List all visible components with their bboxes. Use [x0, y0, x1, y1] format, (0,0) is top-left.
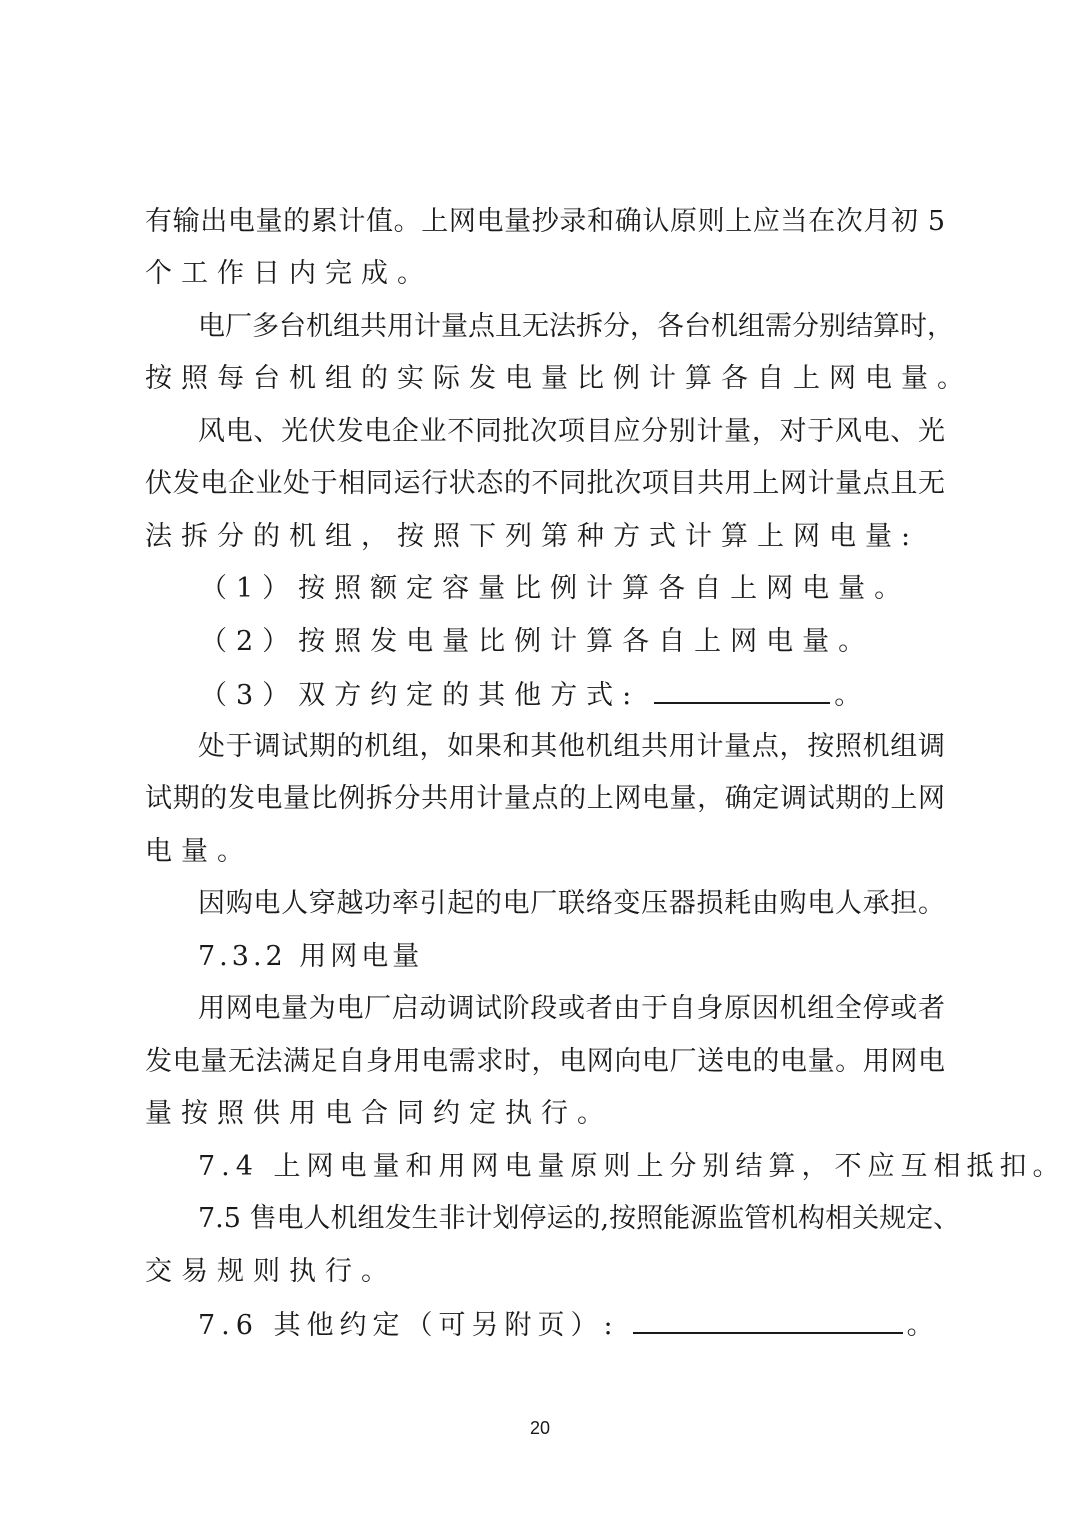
option-suffix: 。	[834, 680, 862, 711]
section-text: 7.4 上网电量和用网电量原则上分别结算，不应互相抵扣。	[198, 1151, 1066, 1182]
fill-in-blank-field[interactable]	[633, 1304, 903, 1334]
paragraph-line	[145, 832, 253, 872]
paragraph-line: 风电、光伏发电企业不同批次项目应分别计量，对于风电、光	[198, 416, 945, 447]
section-suffix: 。	[906, 1310, 934, 1341]
paragraph-line: 用网电量为电厂启动调试阶段或者由于自身原因机组全停或者	[198, 993, 945, 1024]
option-text: （3）双方约定的其他方式:	[200, 680, 641, 711]
paragraph-line: 有输出电量的累计值。上网电量抄录和确认原则上应当在次月初 5	[145, 206, 945, 237]
paragraph-line: 发电量无法满足自身用电需求时，电网向电厂送电的电量。用网电	[145, 1046, 945, 1077]
paragraph-line: 试期的发电量比例拆分共用计量点的上网电量，确定调试期的上网	[145, 783, 945, 814]
option-text: （1）按照额定容量比例计算各自上网电量。	[200, 573, 911, 604]
section-7-4	[198, 1147, 1066, 1187]
paragraph-line: 处于调试期的机组，如果和其他机组共用计量点，按照机组调	[198, 731, 945, 762]
paragraph-line: 因购电人穿越功率引起的电厂联络变压器损耗由购电人承担。	[198, 888, 945, 919]
section-7-5: 7.5 售电人机组发生非计划停运的,按照能源监管机构相关规定、	[198, 1203, 961, 1234]
paragraph-text: 交易规则执行。	[145, 1256, 397, 1287]
heading-text: 7.3.2 用网电量	[198, 941, 424, 972]
paragraph-line	[145, 1252, 397, 1292]
paragraph-line	[145, 1094, 613, 1134]
option-item-2	[200, 622, 874, 662]
paragraph-line: 电厂多台机组共用计量点且无法拆分，各台机组需分别结算时，	[198, 311, 954, 342]
fill-in-blank-field[interactable]	[654, 674, 830, 704]
option-item-3	[200, 674, 861, 714]
paragraph-line: 伏发电企业处于相同运行状态的不同批次项目共用上网计量点且无	[145, 468, 945, 499]
paragraph-line	[145, 359, 973, 399]
paragraph-text: 法拆分的机组，按照下列第种方式计算上网电量:	[145, 521, 920, 552]
paragraph-text: 个工作日内完成。	[145, 258, 433, 289]
paragraph-line	[145, 254, 433, 294]
paragraph-text: 量按照供用电合同约定执行。	[145, 1098, 613, 1129]
paragraph-text: 按照每台机组的实际发电量比例计算各自上网电量。	[145, 363, 973, 394]
option-item-1	[200, 569, 910, 609]
option-text: （2）按照发电量比例计算各自上网电量。	[200, 626, 875, 657]
paragraph-text: 电量。	[145, 836, 253, 867]
section-text: 7.6 其他约定（可另附页）:	[198, 1310, 619, 1341]
section-7-6	[198, 1304, 934, 1344]
section-heading-7-3-2	[198, 937, 423, 977]
paragraph-line	[145, 517, 919, 557]
page-number: 20	[529, 1418, 551, 1438]
